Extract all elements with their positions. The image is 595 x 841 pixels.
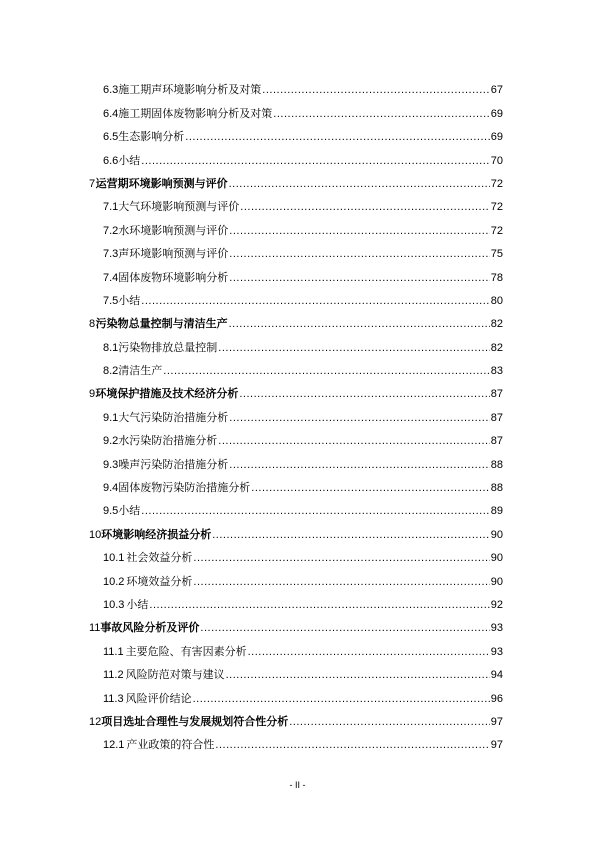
toc-entry-title: 污染物总量控制与清洁生产 bbox=[95, 317, 228, 331]
toc-entry-title: 环境影响经济损益分析 bbox=[101, 527, 212, 541]
toc-entry-number: 8.2 bbox=[103, 365, 119, 378]
toc-section-entry[interactable] bbox=[89, 121, 503, 144]
toc-entry-page: 75 bbox=[490, 248, 503, 261]
toc-entry-number: 12 bbox=[89, 715, 102, 728]
toc-section-entry[interactable] bbox=[89, 97, 503, 120]
toc-entry-number: 7.5 bbox=[103, 294, 119, 307]
toc-entry-page: 90 bbox=[490, 552, 503, 565]
toc-entry-number: 9.3 bbox=[103, 458, 119, 471]
toc-dot-leader bbox=[229, 458, 489, 472]
toc-dot-leader bbox=[273, 107, 489, 121]
toc-entry-number: 11.1 bbox=[103, 645, 124, 658]
toc-entry-number: 12.1 bbox=[103, 739, 125, 752]
toc-section-entry[interactable] bbox=[89, 214, 503, 237]
toc-section-entry[interactable] bbox=[89, 659, 503, 682]
toc-dot-leader bbox=[262, 83, 489, 97]
toc-entry-number: 10.2 bbox=[103, 575, 125, 588]
toc-chapter-entry[interactable] bbox=[89, 518, 503, 541]
toc-entry-page: 67 bbox=[490, 84, 503, 97]
toc-dot-leader bbox=[240, 200, 489, 214]
toc-entry-number: 10.3 bbox=[103, 598, 125, 611]
toc-entry-number: 9.1 bbox=[103, 411, 119, 424]
toc-dot-leader bbox=[251, 481, 489, 495]
toc-entry-title: 水污染防治措施分析 bbox=[118, 434, 218, 448]
toc-entry-title: 污染物排放总量控制 bbox=[118, 340, 218, 354]
toc-entry-title: 水环境影响预测与评价 bbox=[118, 223, 229, 237]
toc-entry-page: 87 bbox=[490, 388, 503, 401]
toc-dot-leader bbox=[185, 130, 489, 144]
toc-dot-leader bbox=[239, 387, 489, 401]
toc-entry-title: 社会效益分析 bbox=[126, 551, 193, 565]
toc-entry-number: 10.1 bbox=[103, 552, 125, 565]
toc-entry-page: 90 bbox=[490, 575, 503, 588]
toc-entry-title: 固体废物环境影响分析 bbox=[118, 270, 229, 284]
toc-dot-leader bbox=[193, 551, 489, 565]
toc-section-entry[interactable] bbox=[89, 448, 503, 471]
toc-entry-number: 9 bbox=[89, 388, 96, 401]
toc-entry-title: 施工期声环境影响分析及对策 bbox=[118, 83, 262, 97]
toc-entry-number: 11.2 bbox=[103, 669, 124, 682]
toc-entry-page: 97 bbox=[490, 715, 503, 728]
toc-entry-title: 项目选址合理性与发展规划符合性分析 bbox=[101, 714, 289, 728]
toc-entry-title: 噪声污染防治措施分析 bbox=[118, 457, 229, 471]
toc-entry-title: 小结 bbox=[118, 153, 141, 167]
toc-entry-number: 8.1 bbox=[103, 341, 119, 354]
toc-entry-number: 7.1 bbox=[103, 201, 119, 214]
toc-entry-title: 大气环境影响预测与评价 bbox=[118, 200, 240, 214]
toc-entry-page: 93 bbox=[490, 645, 503, 658]
toc-entry-title: 大气污染防治措施分析 bbox=[118, 410, 229, 424]
toc-entry-number: 9.5 bbox=[103, 505, 119, 518]
toc-entry-title: 环境效益分析 bbox=[126, 574, 193, 588]
toc-entry-number: 11 bbox=[89, 622, 101, 635]
toc-entry-number: 7.4 bbox=[103, 271, 119, 284]
toc-entry-number: 6.6 bbox=[103, 154, 119, 167]
toc-entry-number: 6.3 bbox=[103, 84, 119, 97]
toc-section-entry[interactable] bbox=[89, 682, 503, 705]
toc-entry-page: 78 bbox=[490, 271, 503, 284]
toc-section-entry[interactable] bbox=[89, 472, 503, 495]
toc-entry-page: 72 bbox=[490, 177, 503, 190]
toc-dot-leader bbox=[141, 504, 489, 518]
toc-dot-leader bbox=[212, 528, 490, 542]
toc-entry-page: 72 bbox=[490, 201, 503, 214]
toc-entry-page: 88 bbox=[490, 458, 503, 471]
toc-entry-title: 风险防范对策与建议 bbox=[125, 668, 225, 682]
toc-dot-leader bbox=[163, 364, 489, 378]
toc-entry-page: 72 bbox=[490, 224, 503, 237]
toc-entry-number: 9.2 bbox=[103, 435, 119, 448]
toc-entry-page: 70 bbox=[490, 154, 503, 167]
toc-dot-leader bbox=[226, 668, 490, 682]
toc-entry-title: 产业政策的符合性 bbox=[126, 738, 215, 752]
toc-dot-leader bbox=[149, 598, 489, 612]
toc-entry-number: 11.3 bbox=[103, 692, 124, 705]
toc-section-entry[interactable] bbox=[89, 401, 503, 424]
toc-chapter-entry[interactable] bbox=[89, 706, 503, 729]
toc-entry-title: 小结 bbox=[118, 504, 141, 518]
toc-entry-title: 主要危险、有害因素分析 bbox=[125, 644, 247, 658]
toc-dot-leader bbox=[218, 341, 489, 355]
toc-chapter-entry[interactable] bbox=[89, 308, 503, 331]
toc-dot-leader bbox=[141, 294, 489, 308]
toc-entry-page: 90 bbox=[490, 528, 503, 541]
toc-section-entry[interactable] bbox=[89, 331, 503, 354]
toc-dot-leader bbox=[229, 224, 489, 238]
toc-entry-number: 10 bbox=[89, 528, 102, 541]
toc-entry-page: 93 bbox=[490, 622, 503, 635]
toc-dot-leader bbox=[248, 645, 490, 659]
toc-dot-leader bbox=[229, 177, 490, 191]
toc-section-entry[interactable] bbox=[89, 74, 503, 97]
toc-entry-page: 69 bbox=[490, 131, 503, 144]
toc-dot-leader bbox=[141, 154, 489, 168]
toc-dot-leader bbox=[218, 434, 489, 448]
toc-entry-page: 94 bbox=[490, 669, 503, 682]
toc-entry-number: 7.2 bbox=[103, 224, 119, 237]
toc-entry-title: 环境保护措施及技术经济分析 bbox=[95, 387, 239, 401]
toc-section-entry[interactable] bbox=[89, 589, 503, 612]
toc-section-entry[interactable] bbox=[89, 191, 503, 214]
toc-dot-leader bbox=[200, 621, 489, 635]
toc-section-entry[interactable] bbox=[89, 495, 503, 518]
toc-entry-page: 88 bbox=[490, 482, 503, 495]
toc-dot-leader bbox=[193, 575, 489, 589]
table-of-contents bbox=[89, 74, 503, 752]
toc-dot-leader bbox=[193, 692, 490, 706]
toc-entry-number: 9.4 bbox=[103, 482, 119, 495]
toc-entry-number: 6.5 bbox=[103, 131, 119, 144]
toc-entry-title: 事故风险分析及评价 bbox=[100, 621, 200, 635]
toc-entry-page: 83 bbox=[490, 365, 503, 378]
toc-entry-title: 清洁生产 bbox=[118, 364, 163, 378]
toc-dot-leader bbox=[229, 271, 489, 285]
toc-dot-leader bbox=[229, 247, 489, 261]
toc-entry-page: 82 bbox=[490, 341, 503, 354]
toc-section-entry[interactable] bbox=[89, 565, 503, 588]
toc-section-entry[interactable] bbox=[89, 355, 503, 378]
toc-section-entry[interactable] bbox=[89, 635, 503, 658]
toc-entry-number: 8 bbox=[89, 318, 96, 331]
toc-section-entry[interactable] bbox=[89, 542, 503, 565]
toc-entry-page: 80 bbox=[490, 294, 503, 307]
toc-entry-title: 风险评价结论 bbox=[125, 691, 192, 705]
toc-entry-page: 82 bbox=[490, 318, 503, 331]
toc-entry-title: 运营期环境影响预测与评价 bbox=[95, 176, 228, 190]
toc-entry-page: 87 bbox=[490, 435, 503, 448]
toc-section-entry[interactable] bbox=[89, 238, 503, 261]
toc-chapter-entry[interactable] bbox=[89, 612, 503, 635]
toc-entry-page: 87 bbox=[490, 411, 503, 424]
toc-entry-number: 7 bbox=[89, 177, 96, 190]
toc-entry-number: 7.3 bbox=[103, 248, 119, 261]
toc-entry-page: 92 bbox=[490, 598, 503, 611]
toc-chapter-entry[interactable] bbox=[89, 378, 503, 401]
toc-chapter-entry[interactable] bbox=[89, 168, 503, 191]
toc-entry-title: 施工期固体废物影响分析及对策 bbox=[118, 106, 273, 120]
toc-entry-page: 69 bbox=[490, 107, 503, 120]
page-number: - II - bbox=[289, 780, 306, 790]
toc-section-entry[interactable] bbox=[89, 729, 503, 752]
toc-entry-title: 生态影响分析 bbox=[118, 130, 185, 144]
toc-entry-title: 小结 bbox=[118, 293, 141, 307]
toc-entry-title: 小结 bbox=[126, 597, 149, 611]
toc-entry-page: 97 bbox=[490, 739, 503, 752]
toc-entry-page: 96 bbox=[490, 692, 503, 705]
toc-dot-leader bbox=[215, 738, 489, 752]
toc-entry-title: 固体废物污染防治措施分析 bbox=[118, 481, 251, 495]
toc-dot-leader bbox=[229, 317, 490, 331]
toc-dot-leader bbox=[289, 715, 490, 729]
toc-section-entry[interactable] bbox=[89, 425, 503, 448]
toc-dot-leader bbox=[229, 411, 489, 425]
toc-entry-title: 声环境影响预测与评价 bbox=[118, 247, 229, 261]
toc-section-entry[interactable] bbox=[89, 261, 503, 284]
toc-section-entry[interactable] bbox=[89, 144, 503, 167]
toc-section-entry[interactable] bbox=[89, 285, 503, 308]
toc-entry-page: 89 bbox=[490, 505, 503, 518]
toc-entry-number: 6.4 bbox=[103, 107, 119, 120]
